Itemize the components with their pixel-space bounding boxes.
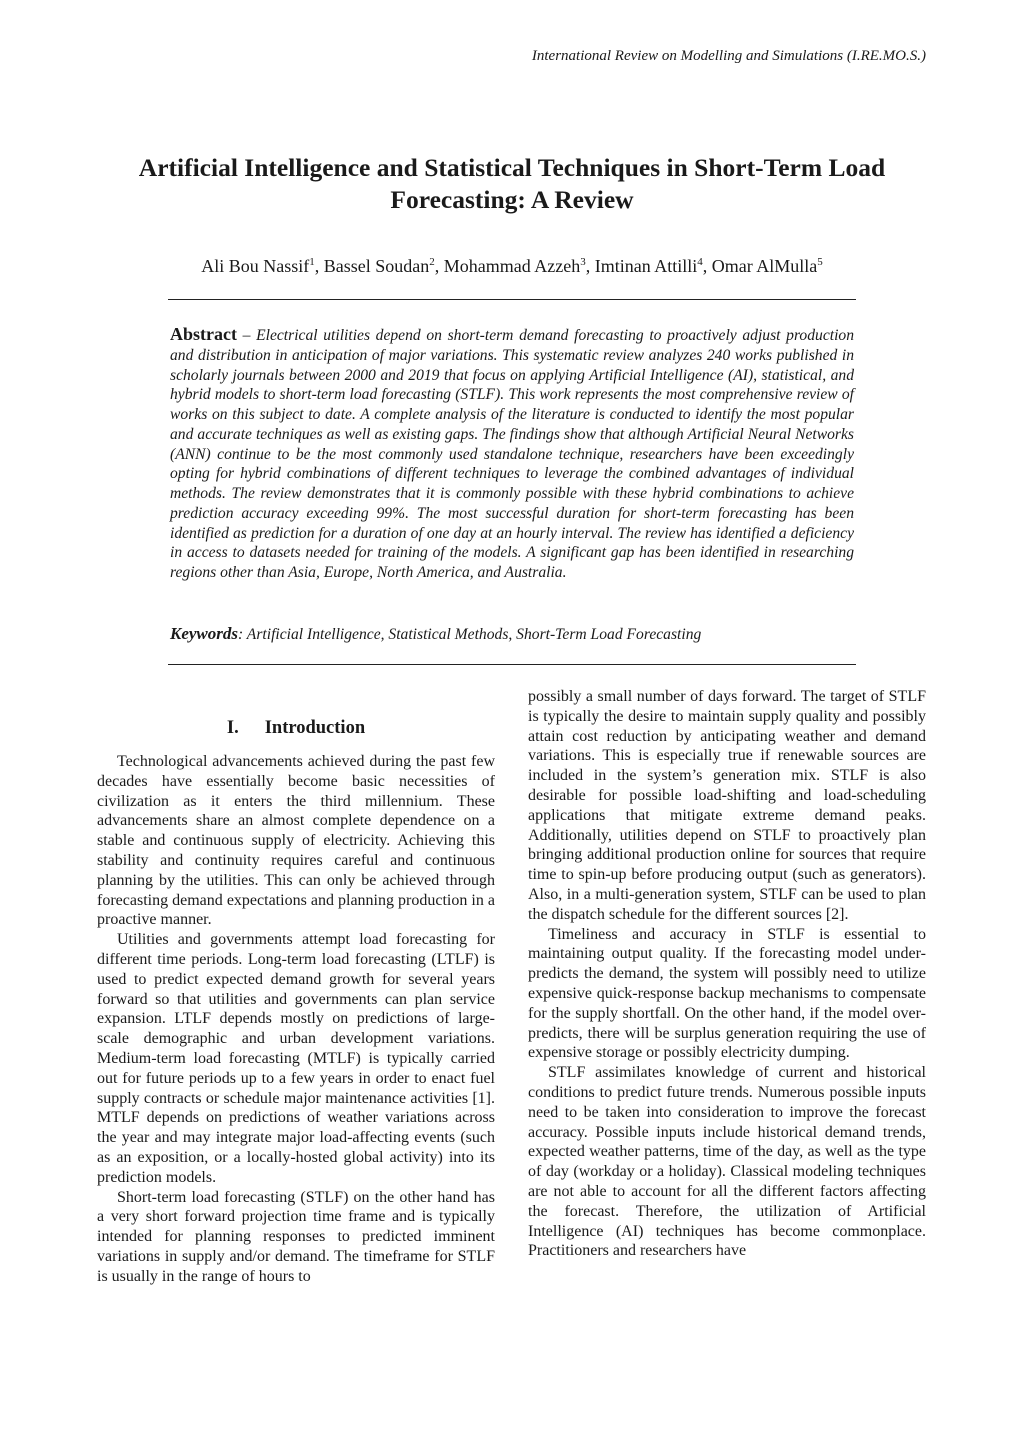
paragraph: STLF assimilates knowledge of current and historical conditions to predict future trends. Numerous possible inputs need to be taken into consideration to improve the forecast accuracy. Possible inputs include historical demand trends, expected weather patterns, time of the day, as well as the type of day (workday or a holiday). Classical modeling techniques are not able to account for all the different factors affecting the forecast. Therefore, the utilization of Artificial Intelligence (AI) techniques has become commonplace. Practitioners and researchers have — [528, 1064, 926, 1260]
section-heading: I. Introduction — [226, 718, 366, 738]
paragraph: Timeliness and accuracy in STLF is essential to maintaining output quality. If the forecasting model under-predicts the demand, the system will possibly need to utilize expensive quick-response backup mechanisms to compensate for the supply shortfall. On the other hand, if the model over-predicts, there will be surplus generation requiring the use of expensive storage or possibly electricity dumping. — [528, 925, 926, 1062]
paragraph: Short-term load forecasting (STLF) on the other hand has a very short forward projection time frame and is typically intended for planning responses to predicted imminent variations in supply and/or demand. The timeframe for STLF is usually in the range of hours to — [97, 1188, 495, 1285]
right-column — [528, 687, 926, 1261]
paragraph: possibly a small number of days forward. The target of STLF is typically the desire to maintain supply quality and possibly attain cost reduction by anticipating weather and demand variations. This is especially true if renewable sources are included in the system’s generation mix. STLF is also desirable for possible load-shifting and load-scheduling applications that mitigate extreme demand peaks. Additionally, utilities depend on STLF to proactively plan bringing additional production online for sources that require time to spin-up before producing output (such as generators). Also, in a multi-generation system, STLF can be used to plan the dispatch schedule for the different sources [2]. — [528, 688, 926, 923]
abstract-label: Abstract — [170, 324, 237, 344]
author: Imtinan Attilli$^4$ — [594, 256, 703, 276]
keywords-text: : Artificial Intelligence, Statistical Methods, Short-Term Load Forecasting — [238, 626, 702, 643]
abstract-text: Electrical utilities depend on short-term demand forecasting to proactively adjust production and distribution in anticipation of major variations. This systematic review analyzes 240 works published in scholarly journals between 2000 and 2019 that focus on applying Artificial Intelligence (AI), statistical, and hybrid models to short-term load forecasting (STLF). This work represents the most comprehensive review of works on this subject to date. A complete analysis of the literature is conducted to identify the most popular and accurate techniques as well as existing gaps. The findings show that although Artificial Neural Networks (ANN) continue to be the most commonly used standalone technique, researchers have been exceedingly opting for hybrid combinations of different techniques to leverage the combined advantages of individual methods. The review demonstrates that it is commonly possible with these hybrid combinations to achieve prediction accuracy exceeding 99%. The most successful duration for short-term forecasting has been identified as prediction for a duration of one day at an hourly interval. The review has identified a deficiency in access to datasets needed for training of the models. A significant gap has been identified in researching regions other than Asia, Europe, North America, and Australia. — [170, 327, 854, 581]
abstract: Abstract – Electrical utilities depend on short-term demand forecasting to proactively adjust production and distribution in anticipation of major variations. This systematic review analyzes 240 works published in scholarly journals between 2000 and 2019 that focus on applying Artificial Intelligence (AI), statistical, and hybrid models to short-term load forecasting (STLF). This work represents the most comprehensive review of works on this subject to date. A complete analysis of the literature is conducted to identify the most popular and accurate techniques as well as existing gaps. The findings show that although Artificial Neural Networks (ANN) continue to be the most commonly used standalone technique, researchers have been exceedingly opting for hybrid combinations of different techniques to leverage the combined advantages of individual methods. The review demonstrates that it is commonly possible with these hybrid combinations to achieve prediction accuracy exceeding 99%. The most successful duration for short-term forecasting has been identified as prediction for a duration of one day at an hourly interval. The review has identified a deficiency in access to datasets needed for training of the models. A significant gap has been identified in researching regions other than Asia, Europe, North America, and Australia. — [170, 324, 854, 581]
author: Omar AlMulla$^5$ — [711, 256, 823, 276]
author: Ali Bou Nassif$^1$ — [201, 256, 315, 276]
left-column — [97, 752, 495, 1287]
keywords — [170, 624, 854, 644]
divider-top — [168, 299, 856, 300]
author-list: Ali Bou Nassif$^1$, Bassel Soudan$^2$, Mohammad Azzeh$^3$, Imtinan Attilli$^4$, Omar AlMulla$^5$ — [201, 256, 823, 276]
keywords-label: Keywords — [170, 624, 238, 643]
paragraph: Utilities and governments attempt load forecasting for different time periods. Long-term load forecasting (LTLF) is used to predict expected demand growth for several years forward so that utilities and governments can plan service expansion. LTLF depends mostly on predictions of large-scale demographic and urban development variations. Medium-term load forecasting (MTLF) is typically carried out for future periods up to a few years in order to enact fuel supply contracts or schedule major maintenance activities [1]. MTLF depends on predictions of weather variations across the year and may integrate major load-affecting events (such as an exposition, or a locally-hosted global activity) into its prediction models. — [97, 931, 495, 1186]
author: Bassel Soudan$^2$ — [323, 256, 435, 276]
divider-bottom — [168, 664, 856, 665]
paragraph: Technological advancements achieved during the past few decades have essentially become basic necessities of civilization as it enters the third millennium. These advancements share an almost complete dependence on a stable and continuous supply of electricity. Achieving this stability and continuity requires careful and continuous planning by the utilities. This can only be achieved through forecasting demand expectations and planning production in a proactive manner. — [97, 753, 495, 929]
paper-title: Artificial Intelligence and Statistical Techniques in Short-Term Load Forecasting: A Review — [138, 153, 886, 214]
journal-header: International Review on Modelling and Simulations (I.RE.MO.S.) — [531, 48, 926, 64]
author: Mohammad Azzeh$^3$ — [443, 256, 586, 276]
